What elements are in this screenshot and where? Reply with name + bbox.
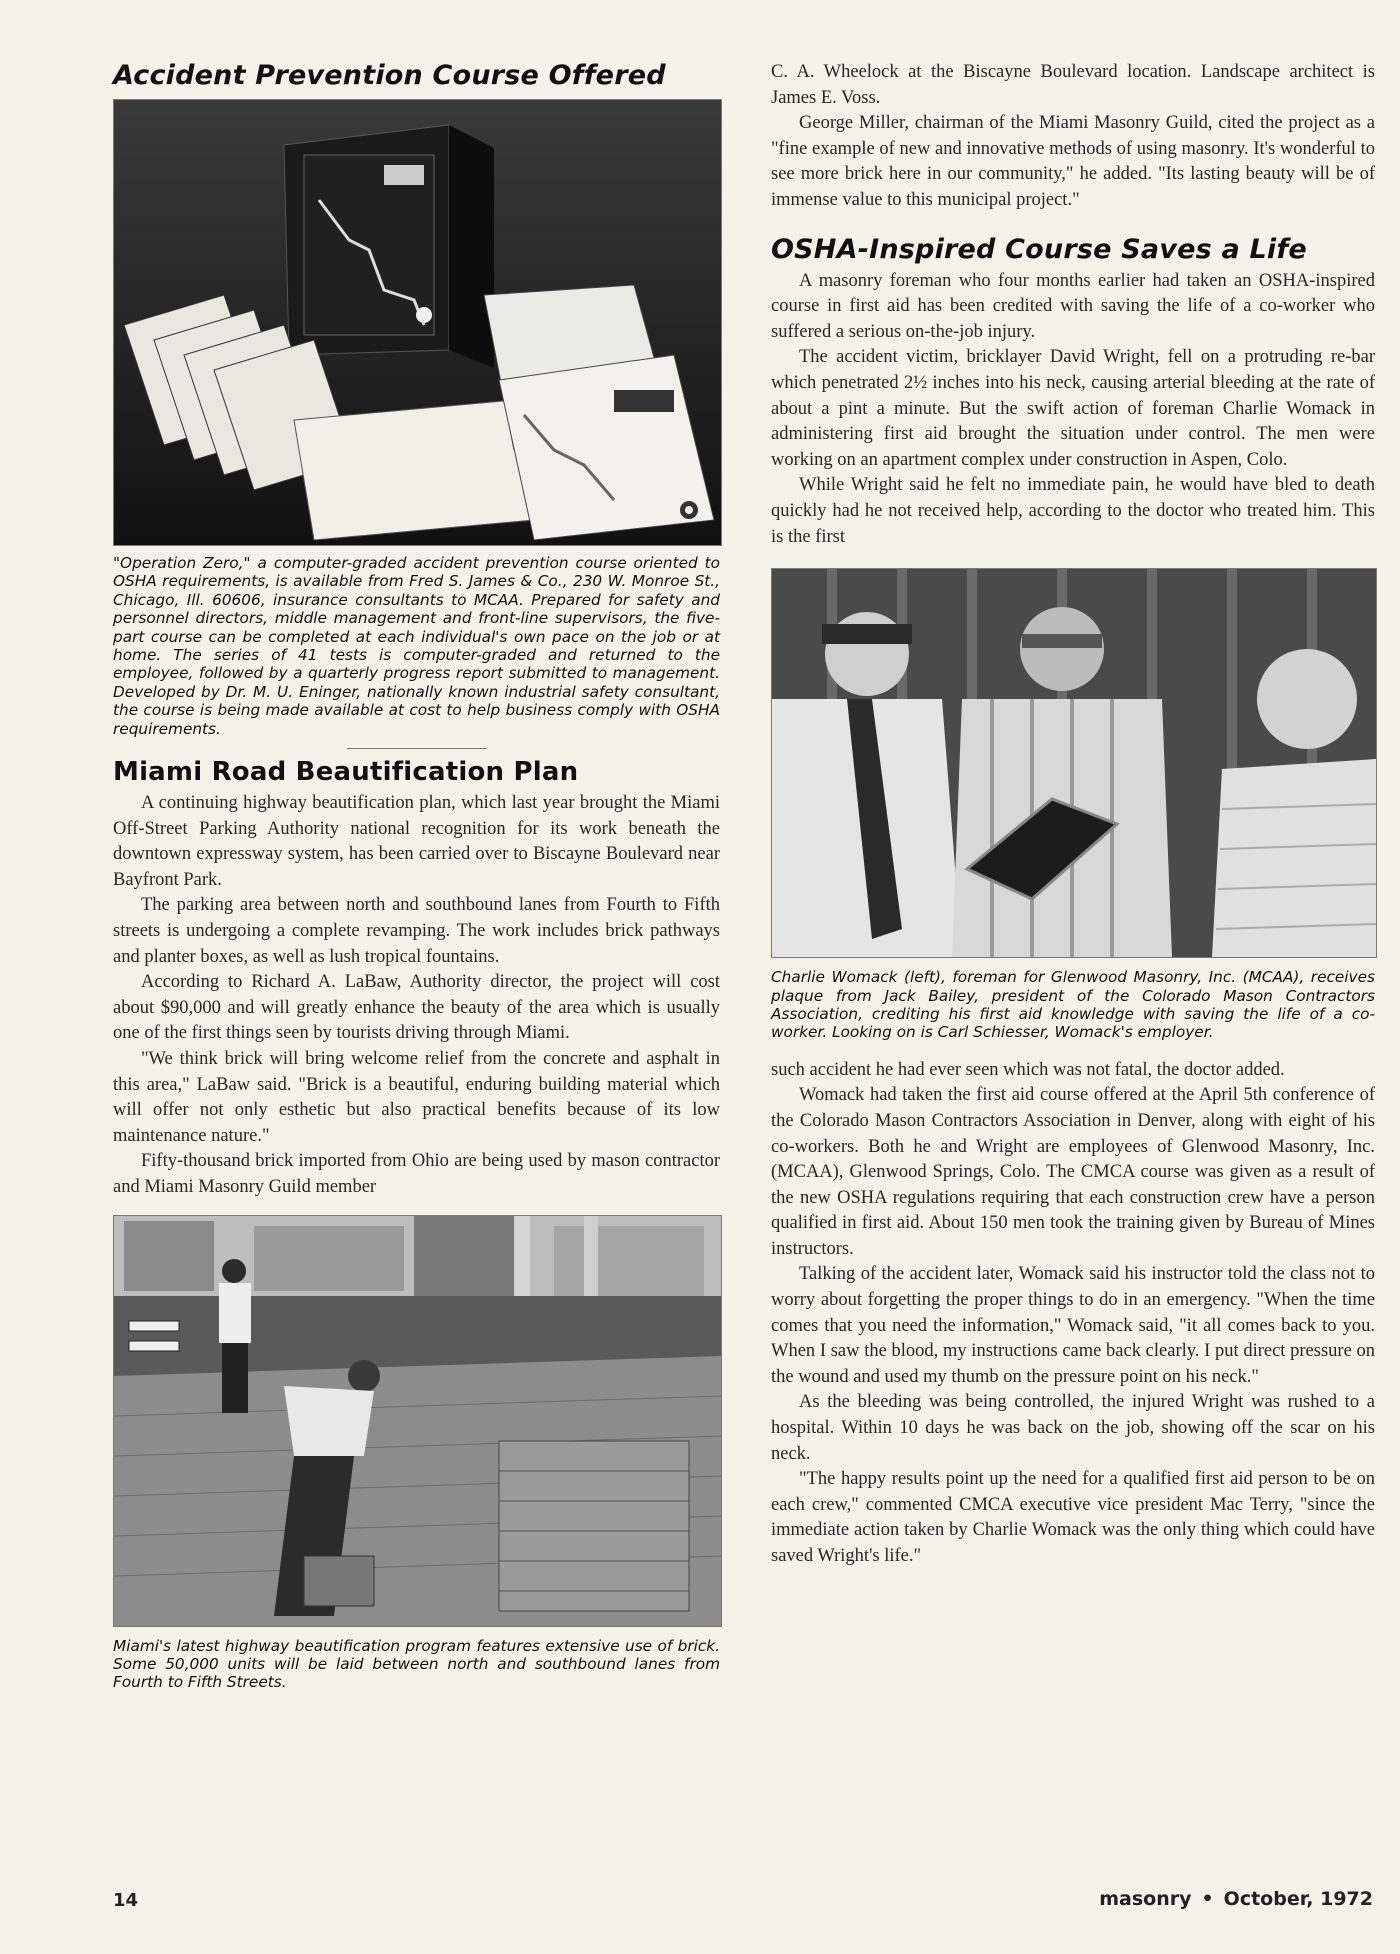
paragraph: Talking of the accident later, Womack said his instructor told the class not to worry about forgetting the proper things to do in an emergency. "When the time comes that you need the information," Womack said, "it all comes back to you. When I saw the blood, my instructions came back clearly. I put direct pressure on the wound and used my thumb on the pressure point on his neck." bbox=[771, 1264, 1375, 1387]
issue-date: October, 1972 bbox=[1223, 1888, 1373, 1910]
magazine-name: masonry bbox=[1099, 1888, 1192, 1910]
paragraph: C. A. Wheelock at the Biscayne Boulevard location. Landscape architect is James E. Voss. bbox=[771, 62, 1375, 108]
paragraph: "We think brick will bring welcome relief from the concrete and asphalt in this area," LaBaw said. "Brick is a beautiful, enduring building material which will offer not only esthetic but also practical benefits because of its low maintenance nature." bbox=[113, 1049, 720, 1146]
paragraph: Womack had taken the first aid course offered at the April 5th conference of the Colorado Mason Contractors Association in Denver, along with eight of his co-workers. Both he and Wright are employees of Glenwood Masonry, Inc. (MCAA), Glenwood Springs, Colo. The CMCA course was given as a result of the new OSHA regulations requiring that each construction crew have a person qualified in first aid. About 150 men took the training given by Bureau of Mines instructors. bbox=[771, 1085, 1375, 1259]
paragraph: such accident he had ever seen which was not fatal, the doctor added. bbox=[771, 1059, 1285, 1080]
miami-article-continued bbox=[771, 60, 1375, 214]
paragraph: Fifty-thousand brick imported from Ohio are being used by mason contractor and Miami Masonry Guild member bbox=[113, 1151, 720, 1197]
paragraph: The parking area between north and southbound lanes from Fourth to Fifth streets is undergoing a complete revamping. The work includes brick pathways and planter boxes, as well as lush tropical fountains. bbox=[113, 895, 720, 967]
left-column bbox=[113, 60, 720, 1692]
bullet-separator: • bbox=[1201, 1888, 1214, 1910]
miami-article-body bbox=[113, 791, 720, 1201]
brick-laying-photo bbox=[113, 1215, 722, 1627]
osha-article-body-top bbox=[771, 269, 1375, 551]
osha-headline: OSHA-Inspired Course Saves a Life bbox=[771, 233, 1307, 265]
osha-article-body-bottom bbox=[771, 1058, 1375, 1570]
paragraph: The accident victim, bricklayer David Wright, fell on a protruding re-bar which penetrated 2½ inches into his neck, causing arterial bleeding at the rate of about a pint a minute. But the swift action of foreman Charlie Womack in administering first aid brought the situation under control. The men were working on an apartment complex under construction in Aspen, Colo. bbox=[771, 347, 1375, 470]
paragraph: According to Richard A. LaBaw, Authority director, the project will cost about $90,000 and will greatly enhance the beauty of the area which is usually one of the first things seen by tourists driving through Miami. bbox=[113, 972, 720, 1044]
course-materials-photo bbox=[113, 99, 722, 546]
paragraph: A continuing highway beautification plan, which last year brought the Miami Off-Street Parking Authority national recognition for its work beneath the downtown expressway system, has been carried over to Biscayne Boulevard near Bayfront Park. bbox=[113, 793, 720, 890]
page-number: 14 bbox=[113, 1890, 139, 1911]
accident-caption: "Operation Zero," a computer-graded accident prevention course oriented to OSHA requirements, is available from Fred S. James & Co., 230 W. Monroe St., Chicago, Ill. 60606, insurance consultants to MCAA. Prepared for safety and personnel directors, middle management and front-line supervisors, the five-part course can be completed at each individual's own pace on the job or at home. The series of 41 tests is computer-graded and returned to the employee, followed by a quarterly progress report submitted to management. Developed by Dr. M. U. Eninger, nationally known industrial safety consultant, the course is being made available at cost to help business comply with OSHA requirements. bbox=[113, 554, 720, 738]
plaque-photo-caption: Charlie Womack (left), foreman for Glenwood Masonry, Inc. (MCAA), receives plaque from Jack Bailey, president of the Colorado Mason Contractors Association, crediting his first aid knowledge with saving the life of a co-worker. Looking on is Carl Schiesser, Womack's employer. bbox=[771, 968, 1375, 1042]
paragraph: As the bleeding was being controlled, the injured Wright was rushed to a hospital. Within 10 days he was back on the job, showing off the scar on his neck. bbox=[771, 1392, 1375, 1464]
accident-headline: Accident Prevention Course Offered bbox=[113, 60, 666, 91]
section-divider bbox=[347, 748, 487, 749]
miami-headline: Miami Road Beautification Plan bbox=[113, 757, 579, 788]
plaque-presentation-photo bbox=[771, 568, 1377, 958]
paragraph: "The happy results point up the need for a qualified first aid person to be on each crew," commented CMCA executive vice president Mac Terry, "since the immediate action taken by Charlie Womack was the only thing which could have saved Wright's life." bbox=[771, 1469, 1375, 1566]
paragraph: A masonry foreman who four months earlier had taken an OSHA-inspired course in first aid has been credited with saving the life of a co-worker who suffered a serious on-the-job injury. bbox=[771, 270, 1375, 342]
brick-photo-caption: Miami's latest highway beautification program features extensive use of brick. Some 50,000 units will be laid between north and southbound lanes from Fourth to Fifth Streets. bbox=[113, 1636, 720, 1692]
paragraph: George Miller, chairman of the Miami Masonry Guild, cited the project as a "fine example of new and innovative methods of using masonry. It's wonderful to see more brick here in our community," he added. "Its lasting beauty will be of immense value to this municipal project." bbox=[771, 113, 1375, 210]
paragraph: While Wright said he felt no immediate pain, he would have bled to death quickly had he not received help, according to the doctor who treated him. This is the first bbox=[771, 475, 1375, 547]
right-column bbox=[771, 60, 1375, 1570]
magazine-footer bbox=[1099, 1888, 1373, 1910]
